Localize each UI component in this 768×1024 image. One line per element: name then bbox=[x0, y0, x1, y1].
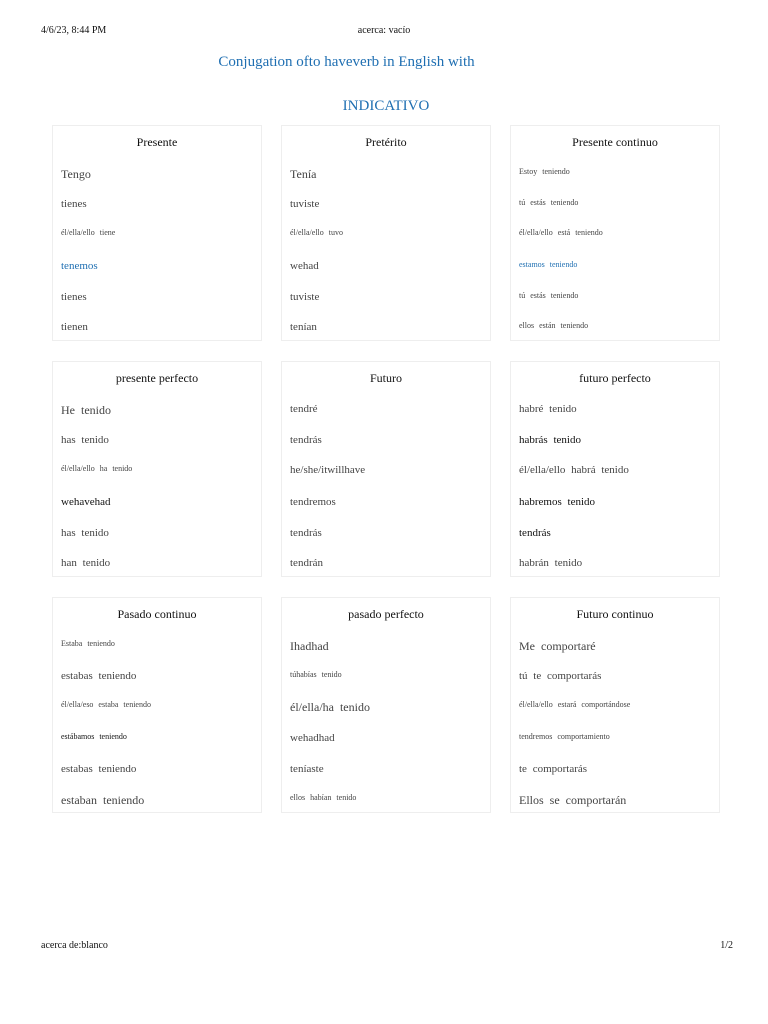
conjugation-row: ellos están teniendo bbox=[519, 321, 589, 330]
conjugation-row: habremos tenido bbox=[519, 496, 596, 508]
conjugation-row: tendrás bbox=[519, 527, 551, 539]
conjugation-row: han tenido bbox=[61, 557, 111, 569]
card-title: presente perfecto bbox=[115, 371, 199, 385]
card-title: Pretérito bbox=[365, 135, 407, 149]
card-presente bbox=[52, 125, 262, 341]
conjugation-row: tendré bbox=[290, 403, 318, 415]
conjugation-row: teníaste bbox=[290, 763, 324, 775]
conjugation-row: Ellos se comportarán bbox=[519, 793, 627, 807]
conjugation-row: has tenido bbox=[61, 527, 109, 539]
card-title: Presente continuo bbox=[572, 135, 658, 149]
conjugation-row: estabas teniendo bbox=[61, 670, 137, 682]
card-presente-perfecto bbox=[52, 361, 262, 577]
conjugation-row: Ihadhad bbox=[290, 639, 329, 653]
conjugation-row: tendrás bbox=[290, 434, 322, 446]
card-presente-continuo bbox=[510, 125, 720, 341]
card-title: Futuro bbox=[369, 371, 402, 385]
conjugation-row: tendrás bbox=[290, 527, 322, 539]
conjugation-row: habrás tenido bbox=[519, 434, 581, 446]
conjugation-row: tienes bbox=[61, 291, 87, 303]
card-pasado-perfecto bbox=[281, 597, 491, 813]
conjugation-row: He tenido bbox=[61, 403, 111, 417]
conjugation-row: tú te comportarás bbox=[519, 670, 602, 682]
conjugation-row: tuviste bbox=[290, 198, 320, 210]
conjugation-row: wehavehad bbox=[61, 496, 111, 508]
conjugation-row: Estoy teniendo bbox=[519, 167, 570, 176]
conjugation-row: he/she/itwillhave bbox=[290, 464, 366, 476]
conjugation-row: él/ella/eso estaba teniendo bbox=[61, 700, 151, 709]
card-futuro bbox=[281, 361, 491, 577]
conjugation-row: has tenido bbox=[61, 434, 109, 446]
print-url: acerca de:blanco bbox=[41, 940, 108, 951]
conjugation-row: tú estás teniendo bbox=[519, 198, 579, 207]
conjugation-row: él/ella/ha tenido bbox=[290, 700, 370, 714]
card-futuro-continuo bbox=[510, 597, 720, 813]
conjugation-row: te comportarás bbox=[519, 763, 588, 775]
conjugation-row: él/ella/ello tuvo bbox=[290, 228, 343, 237]
conjugation-row: habrán tenido bbox=[519, 557, 583, 569]
card-title: Presente bbox=[136, 135, 178, 149]
card-futuro-perfecto bbox=[510, 361, 720, 577]
conjugation-row: wehad bbox=[290, 260, 319, 272]
conjugation-row: él/ella/ello habrá tenido bbox=[519, 464, 629, 476]
card-title: futuro perfecto bbox=[579, 371, 651, 385]
card-title: pasado perfecto bbox=[348, 607, 424, 621]
page-number: 1/2 bbox=[720, 940, 733, 951]
conjugation-row: él/ella/ello está teniendo bbox=[519, 228, 603, 237]
conjugation-row: habré tenido bbox=[519, 403, 577, 415]
conjugation-row: tuviste bbox=[290, 291, 320, 303]
conjugation-row: estaban teniendo bbox=[61, 793, 145, 807]
conjugation-row: tendremos comportamiento bbox=[519, 732, 610, 741]
conjugation-row: Me comportaré bbox=[519, 639, 596, 653]
conjugation-row: él/ella/ello estará comportándose bbox=[519, 700, 631, 709]
conjugation-row: tienes bbox=[61, 198, 87, 210]
card-title: Futuro continuo bbox=[576, 607, 654, 621]
card-preterito bbox=[281, 125, 491, 341]
conjugation-row: Tengo bbox=[61, 167, 91, 181]
conjugation-row: tienen bbox=[61, 321, 88, 333]
print-page-title: acerca: vacío bbox=[357, 25, 411, 36]
conjugation-row: Tenía bbox=[290, 167, 317, 181]
conjugation-row: wehadhad bbox=[290, 732, 335, 744]
conjugation-row: tendrán bbox=[290, 557, 323, 569]
conjugation-row: tú estás teniendo bbox=[519, 291, 579, 300]
conjugation-row: él/ella/ello ha tenido bbox=[61, 464, 133, 473]
conjugation-row: estabas teniendo bbox=[61, 763, 137, 775]
conjugation-row: él/ella/ello tiene bbox=[61, 228, 116, 237]
conjugation-row: ellos habían tenido bbox=[290, 793, 357, 802]
conjugation-row: tendremos bbox=[290, 496, 336, 508]
page-title: Conjugation ofto haveverb in English with bbox=[218, 54, 475, 70]
section-heading: INDICATIVO bbox=[342, 98, 430, 114]
card-pasado-continuo bbox=[52, 597, 262, 813]
card-title: Pasado continuo bbox=[117, 607, 197, 621]
conjugation-row: tenemos bbox=[61, 260, 98, 272]
print-datetime: 4/6/23, 8:44 PM bbox=[41, 25, 107, 36]
conjugation-row: Estaba teniendo bbox=[61, 639, 115, 648]
conjugation-row: estamos teniendo bbox=[519, 260, 578, 269]
conjugation-row: estábamos teniendo bbox=[61, 732, 127, 741]
conjugation-row: tenían bbox=[290, 321, 317, 333]
conjugation-row: túhabías tenido bbox=[290, 670, 342, 679]
